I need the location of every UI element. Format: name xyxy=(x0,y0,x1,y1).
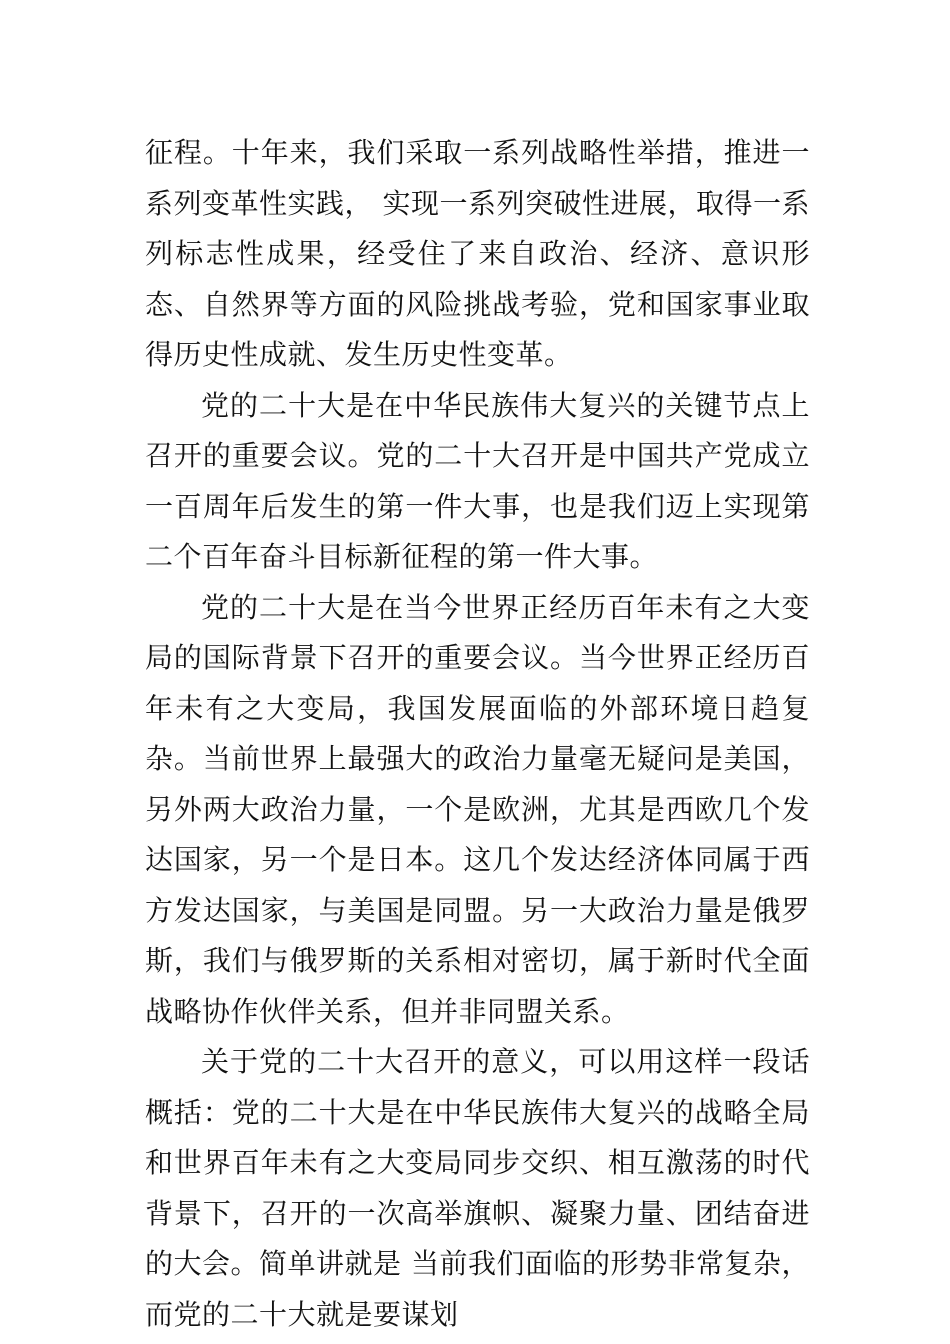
document-body xyxy=(145,128,810,1340)
paragraph: 党的二十大是在中华民族伟大复兴的关键节点上召开的重要会议。党的二十大召开是中国共产党成立一百周年后发生的第一件大事，也是我们迈上实现第二个百年奋斗目标新征程的第一件大事。 xyxy=(145,388,810,573)
paragraph: 党的二十大是在当今世界正经历百年未有之大变局的国际背景下召开的重要会议。当今世界正经历百年未有之大变局，我国发展面临的外部环境日趋复杂。当前世界上最强大的政治力量毫无疑问是美国，另外两大政治力量，一个是欧洲，尤其是西欧几个发达国家，另一个是日本。这几个发达经济体同属于西方发达国家，与美国是同盟。另一大政治力量是俄罗斯，我们与俄罗斯的关系相对密切，属于新时代全面战略协作伙伴关系，但并非同盟关系。 xyxy=(145,590,810,1028)
paragraph-continuation: 征程。十年来，我们采取一系列战略性举措，推进一系列变革性实践， 实现一系列突破性进展，取得一系列标志性成果，经受住了来自政治、经济、意识形态、自然界等方面的风险挑战考验，党和国家事业取得历史性成就、发生历史性变革。 xyxy=(145,136,810,371)
paragraph: 关于党的二十大召开的意义，可以用这样一段话概括：党的二十大是在中华民族伟大复兴的战略全局和世界百年未有之大变局同步交织、相互激荡的时代背景下，召开的一次高举旗帜、凝聚力量、团结奋进的大会。简单讲就是 当前我们面临的形势非常复杂，而党的二十大就是要谋划 xyxy=(145,1045,810,1331)
